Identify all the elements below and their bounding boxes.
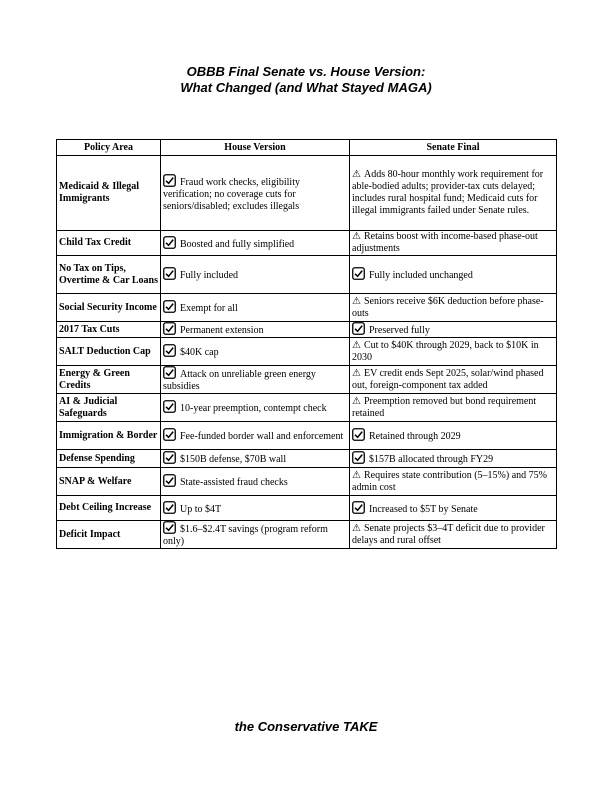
senate-version-text: Preemption removed but bond requirement retained (352, 395, 537, 419)
check-box-icon (163, 322, 176, 335)
house-version-text: $40K cap (180, 347, 219, 358)
house-version-text: Fee-funded border wall and enforcement (180, 431, 344, 442)
table-row (57, 366, 557, 394)
policy-area-cell: No Tax on Tips, Overtime & Car Loans (57, 256, 161, 294)
senate-version-cell (350, 156, 557, 231)
policy-area-cell: SNAP & Welfare (57, 468, 161, 496)
house-version-text: Boosted and fully simplified (180, 238, 295, 250)
check-box-icon (163, 344, 176, 357)
senate-version-cell (350, 468, 557, 496)
table-row (57, 468, 557, 496)
senate-version-cell (350, 256, 557, 294)
senate-version-text: Preserved fully (369, 325, 430, 336)
senate-version-text: Adds 80-hour monthly work requirement for able-bodied adults; provider-tax cuts delayed; includes rural hospital fund; Medicaid cuts for illegal immigrants failed under Senate rules. (352, 169, 544, 216)
check-box-icon (352, 322, 365, 335)
policy-area-cell: Deficit Impact (57, 521, 161, 549)
senate-version-cell (350, 322, 557, 338)
house-version-text: $150B defense, $70B wall (180, 454, 287, 465)
house-version-cell (161, 338, 350, 366)
senate-version-cell (350, 231, 557, 256)
check-box-icon (163, 400, 176, 413)
comparison-table (56, 139, 557, 549)
check-box-icon (163, 521, 176, 534)
table-row (57, 322, 557, 338)
table-header-row (57, 140, 557, 156)
check-box-icon (352, 428, 365, 441)
check-box-icon (352, 267, 365, 280)
table-row (57, 450, 557, 468)
house-version-text: Fraud work checks, eligibility verification; no coverage cuts for seniors/disabled; excludes illegals (163, 176, 300, 212)
policy-area-cell: Debt Ceiling Increase (57, 496, 161, 521)
senate-version-text: Seniors receive $6K deduction before phase-outs (352, 295, 544, 319)
policy-area-cell: Energy & Green Credits (57, 366, 161, 394)
column-header-senate-final: Senate Final (350, 140, 557, 156)
table-row (57, 521, 557, 549)
senate-version-text: Senate projects $3–4T deficit due to provider delays and rural offset (352, 522, 545, 546)
house-version-cell (161, 496, 350, 521)
warning-icon: ⚠ (352, 367, 361, 379)
table-row (57, 394, 557, 422)
check-box-icon (352, 501, 365, 514)
senate-version-text: $157B allocated through FY29 (369, 454, 494, 465)
senate-version-text: EV credit ends Sept 2025, solar/wind phased out, foreign-component tax added (352, 367, 544, 391)
house-version-text: Attack on unreliable green energy subsidies (163, 369, 316, 392)
senate-version-text: Retained through 2029 (369, 431, 461, 442)
senate-version-cell (350, 450, 557, 468)
warning-icon: ⚠ (352, 522, 361, 534)
senate-version-cell (350, 496, 557, 521)
check-box-icon (163, 300, 176, 313)
house-version-text: Exempt for all (180, 303, 238, 314)
table-row (57, 156, 557, 231)
senate-version-cell (350, 422, 557, 450)
warning-icon: ⚠ (352, 339, 361, 351)
table-row (57, 294, 557, 322)
table-row (57, 231, 557, 256)
check-box-icon (163, 267, 176, 280)
house-version-cell (161, 521, 350, 549)
document-title (0, 64, 612, 95)
title-line-1: OBBB Final Senate vs. House Version: (186, 64, 426, 79)
house-version-text: Up to $4T (180, 503, 222, 515)
senate-version-cell (350, 366, 557, 394)
policy-area-cell: 2017 Tax Cuts (57, 322, 161, 338)
house-version-text: State-assisted fraud checks (180, 477, 288, 488)
policy-area-cell: Immigration & Border (57, 422, 161, 450)
house-version-cell (161, 156, 350, 231)
house-version-text: Fully included (180, 270, 239, 281)
column-header-policy-area: Policy Area (57, 140, 161, 156)
house-version-cell (161, 322, 350, 338)
warning-icon: ⚠ (352, 469, 361, 481)
house-version-cell (161, 394, 350, 422)
policy-area-cell: AI & Judicial Safeguards (57, 394, 161, 422)
senate-version-cell (350, 394, 557, 422)
policy-area-cell: Social Security Income (57, 294, 161, 322)
warning-icon: ⚠ (352, 395, 361, 407)
house-version-cell (161, 366, 350, 394)
senate-version-cell (350, 521, 557, 549)
check-box-icon (163, 501, 176, 514)
table-row (57, 422, 557, 450)
check-box-icon (163, 174, 176, 187)
table-row (57, 338, 557, 366)
check-box-icon (163, 451, 176, 464)
check-box-icon (163, 474, 176, 487)
senate-version-cell (350, 294, 557, 322)
house-version-cell (161, 231, 350, 256)
senate-version-text: Requires state contribution (5–15%) and 75% admin cost (352, 469, 547, 493)
table-row (57, 256, 557, 294)
check-box-icon (163, 366, 176, 379)
house-version-cell (161, 422, 350, 450)
warning-icon: ⚠ (352, 295, 361, 307)
policy-area-cell: Child Tax Credit (57, 231, 161, 256)
senate-version-text: Retains boost with income-based phase-out adjustments (352, 231, 538, 254)
table-row (57, 496, 557, 521)
house-version-cell (161, 468, 350, 496)
check-box-icon (352, 451, 365, 464)
warning-icon: ⚠ (352, 169, 361, 180)
senate-version-text: Cut to $40K through 2029, back to $10K in 2030 (352, 339, 539, 363)
house-version-text: Permanent extension (180, 325, 264, 336)
house-version-text: 10-year preemption, contempt check (180, 403, 327, 414)
senate-version-cell (350, 338, 557, 366)
house-version-cell (161, 256, 350, 294)
check-box-icon (163, 428, 176, 441)
house-version-cell (161, 450, 350, 468)
policy-area-cell: Defense Spending (57, 450, 161, 468)
senate-version-text: Increased to $5T by Senate (369, 503, 478, 515)
policy-area-cell: SALT Deduction Cap (57, 338, 161, 366)
title-line-2: What Changed (and What Stayed MAGA) (180, 79, 432, 95)
check-box-icon (163, 236, 176, 249)
house-version-cell (161, 294, 350, 322)
column-header-house-version: House Version (161, 140, 350, 156)
warning-icon: ⚠ (352, 231, 361, 242)
house-version-text: $1.6–$2.4T savings (program reform only) (163, 524, 328, 547)
policy-area-cell: Medicaid & Illegal Immigrants (57, 156, 161, 231)
senate-version-text: Fully included unchanged (369, 270, 473, 281)
footer-brand: the Conservative TAKE (234, 719, 378, 734)
